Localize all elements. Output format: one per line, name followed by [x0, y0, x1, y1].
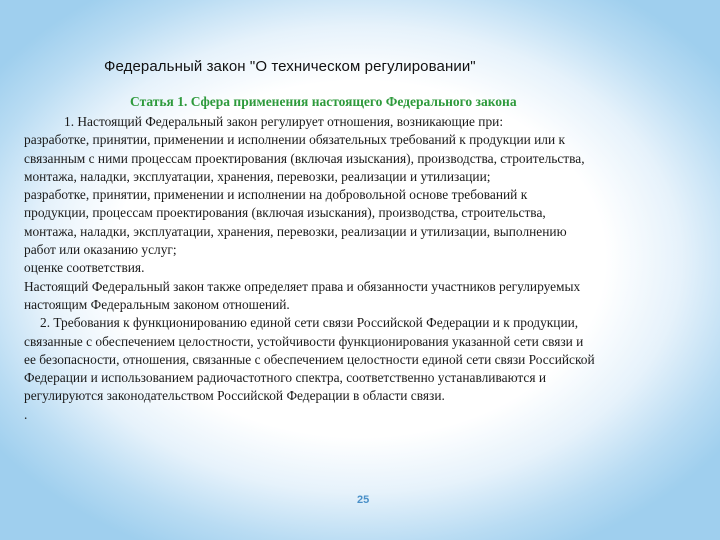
slide-title: Федеральный закон "О техническом регулировании": [104, 58, 476, 75]
body-line: .: [24, 406, 28, 422]
article-body: [24, 113, 714, 424]
body-line: ее безопасности, отношения, связанные с обеспечением целостности единой сети связи Российской: [24, 351, 595, 367]
body-line: настоящим Федеральным законом отношений.: [24, 296, 290, 312]
body-line: разработке, принятии, применении и исполнении на добровольной основе требований к: [24, 187, 528, 203]
body-line: Федерации и использованием радиочастотного спектра, соответственно устанавливаются и: [24, 370, 547, 386]
body-line: Настоящий Федеральный закон также определяет права и обязанности участников регулируемых: [24, 278, 581, 294]
body-line: разработке, принятии, применении и исполнении обязательных требований к продукции или к: [24, 132, 565, 148]
page-number: 25: [357, 494, 370, 506]
body-line: монтажа, наладки, эксплуатации, хранения, перевозки, реализации и утилизации, выполнению: [24, 223, 567, 239]
body-line: продукции, процессам проектирования (включая изыскания), производства, строительства,: [24, 205, 546, 221]
body-line: работ или оказанию услуг;: [24, 242, 177, 258]
body-line: 1. Настоящий Федеральный закон регулирует отношения, возникающие при:: [64, 114, 504, 129]
body-line: оценке соответствия.: [24, 260, 145, 276]
body-line: связанные с обеспечением целостности, устойчивости функционирования указанной сети связи и: [24, 333, 584, 349]
body-line: регулируются законодательством Российской Федерации в области связи.: [24, 388, 445, 404]
article-heading: Статья 1. Сфера применения настоящего Федерального закона: [130, 94, 517, 109]
body-line: связанным с ними процессам проектирования (включая изыскания), производства, строительства,: [24, 150, 585, 166]
body-line: монтажа, наладки, эксплуатации, хранения, перевозки, реализации и утилизации;: [24, 168, 491, 184]
body-line: 2. Требования к функционированию единой сети связи Российской Федерации и к продукции,: [40, 315, 579, 331]
